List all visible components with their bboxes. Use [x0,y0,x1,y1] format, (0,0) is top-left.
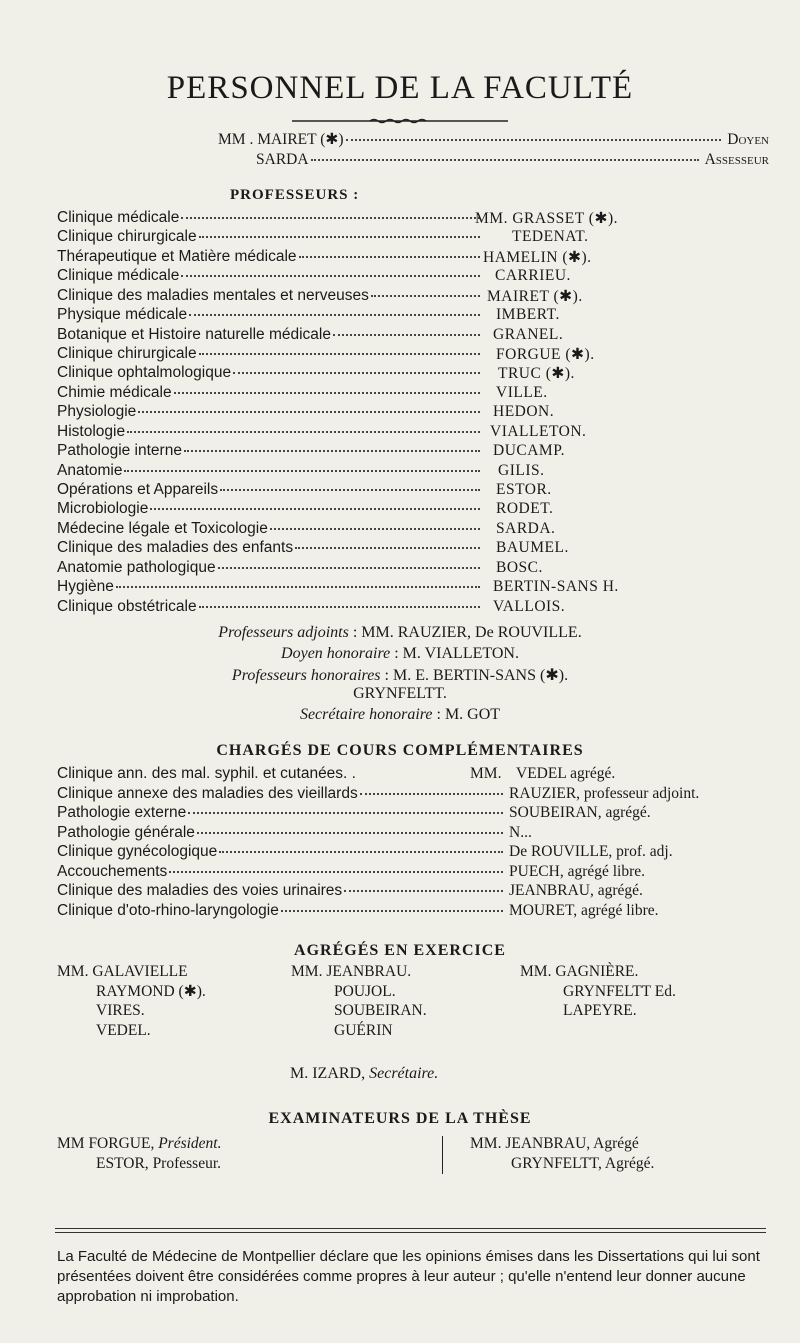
professor-name: TEDENAT. [512,228,589,245]
professor-row: Hygiène [57,578,482,596]
professor-row: Clinique ophtalmologique [57,364,482,382]
professor-row: Physiologie [57,403,482,421]
professor-name: CARRIEU. [495,267,571,284]
agreges-col-2: MM. JEANBRAU. POUJOL. SOUBEIRAN. GUÉRIN [291,963,427,1039]
professor-name: BAUMEL. [496,539,569,556]
professor-name: BOSC. [496,559,543,576]
professor-row: Botanique et Histoire naturelle médicale [57,326,482,344]
professor-row: Médecine légale et Toxicologie [57,520,482,538]
professor-name: BERTIN-SANS H. [493,578,619,595]
charge-name: N... [509,824,532,841]
professor-row: Anatomie pathologique [57,559,482,577]
officer-role: Assesseur [704,151,769,168]
professor-name: VALLOIS. [493,598,566,615]
footer-disclaimer: La Faculté de Médecine de Montpellier déclare que les opinions émises dans les Dissertations qui lui sont présentées doivent être considérées comme propres à leur auteur ; qu'elle n'entend leur donner aucune approbation ni improbation. [57,1248,760,1305]
prof-honoraires-line: Professeurs honoraires : M. E. BERTIN-SANS (✱). [231,667,569,684]
officer-name: SARDA [256,151,309,168]
professor-row: Clinique obstétricale [57,598,482,616]
professor-row: Microbiologie [57,500,482,518]
professor-name: HEDON. [493,403,555,420]
examinateurs-header: EXAMINATEURS DE LA THÈSE [268,1110,532,1127]
professor-row: Clinique des maladies des enfants [57,539,482,557]
secretaire-line: M. IZARD, Secrétaire. [290,1065,439,1082]
agreges-col-3: MM. GAGNIÈRE. GRYNFELTT Ed. LAPEYRE. [520,963,676,1019]
charge-name: VEDEL agrégé. [516,765,616,782]
charge-name: SOUBEIRAN, agrégé. [509,804,651,821]
professor-row: Chimie médicale [57,384,482,402]
professor-row: Physique médicale [57,306,482,324]
charge-row: Clinique annexe des maladies des vieillards [57,785,505,803]
charge-row: Pathologie générale [57,824,505,842]
charge-name: De ROUVILLE, prof. adj. [509,843,673,860]
prof-honoraires-line-2: GRYNFELTT. [353,685,447,702]
adjoints-line: Professeurs adjoints : MM. RAUZIER, De ROUVILLE. [218,624,582,641]
professor-name: RODET. [496,500,554,517]
professor-name: GILIS. [498,462,545,479]
professor-name: VIALLETON. [490,423,587,440]
charges-mm: MM. [470,765,502,782]
officer-row-doyen [218,130,769,149]
professor-name: MM. GRASSET (✱). [475,210,618,227]
dot-leader [311,159,699,161]
charge-row: Clinique ann. des mal. syphil. et cutanées. . [57,765,356,782]
page-title: PERSONNEL DE LA FACULTÉ [166,70,634,106]
agreges-col-1: MM. GALAVIELLE RAYMOND (✱). VIRES. VEDEL. [57,963,206,1039]
charge-name: PUECH, agrégé libre. [509,863,646,880]
professor-name: ESTOR. [496,481,552,498]
footer-rule-bottom [55,1232,766,1233]
dot-leader [346,139,722,141]
charge-row: Clinique d'oto-rhino-laryngologie [57,902,505,920]
professor-name: VILLE. [496,384,548,401]
professor-name: IMBERT. [496,306,560,323]
charge-row: Clinique des maladies des voies urinaires [57,882,505,900]
professor-row: Clinique des maladies mentales et nerveuses [57,287,482,305]
professor-row: Clinique chirurgicale [57,345,482,363]
professor-row: Anatomie [57,462,482,480]
professor-row: Thérapeutique et Matière médicale [57,248,482,266]
officer-row-assesseur [256,151,769,169]
officer-name: MM . MAIRET (✱) [218,131,344,148]
charge-row: Pathologie externe [57,804,505,822]
professor-row: Clinique médicale [57,209,482,227]
charge-name: MOURET, agrégé libre. [509,902,659,919]
professor-name: HAMELIN (✱). [483,249,592,266]
professor-row: Clinique médicale [57,267,482,285]
professor-name: TRUC (✱). [498,365,575,382]
title-ornament [292,118,508,124]
examinateurs-divider [442,1136,443,1174]
charge-row: Clinique gynécologique [57,843,505,861]
doyen-honoraire-line: Doyen honoraire : M. VIALLETON. [281,645,519,662]
agreges-header: AGRÉGÉS EN EXERCICE [294,942,506,959]
professor-name: DUCAMP. [493,442,565,459]
professor-name: MAIRET (✱). [487,288,583,305]
charge-name: RAUZIER, professeur adjoint. [509,785,700,802]
professor-row: Pathologie interne [57,442,482,460]
professor-name: SARDA. [496,520,556,537]
professor-row: Opérations et Appareils [57,481,482,499]
professor-row: Clinique chirurgicale [57,228,482,246]
charge-row: Accouchements [57,863,505,881]
professor-row: Histologie [57,423,482,441]
footer-rule-top [55,1228,766,1229]
examinateurs-right: MM. JEANBRAU, Agrégé GRYNFELTT, Agrégé. [470,1135,655,1172]
professor-name: GRANEL. [493,326,564,343]
charge-name: JEANBRAU, agrégé. [509,882,643,899]
professors-header: PROFESSEURS : [230,187,360,203]
officer-role: Doyen [727,131,769,148]
charges-header: CHARGÉS DE COURS COMPLÉMENTAIRES [216,742,584,759]
examinateurs-left: MM FORGUE, Président. ESTOR, Professeur. [57,1135,222,1172]
secretaire-honoraire-line: Secrétaire honoraire : M. GOT [299,706,501,723]
professor-name: FORGUE (✱). [496,346,595,363]
